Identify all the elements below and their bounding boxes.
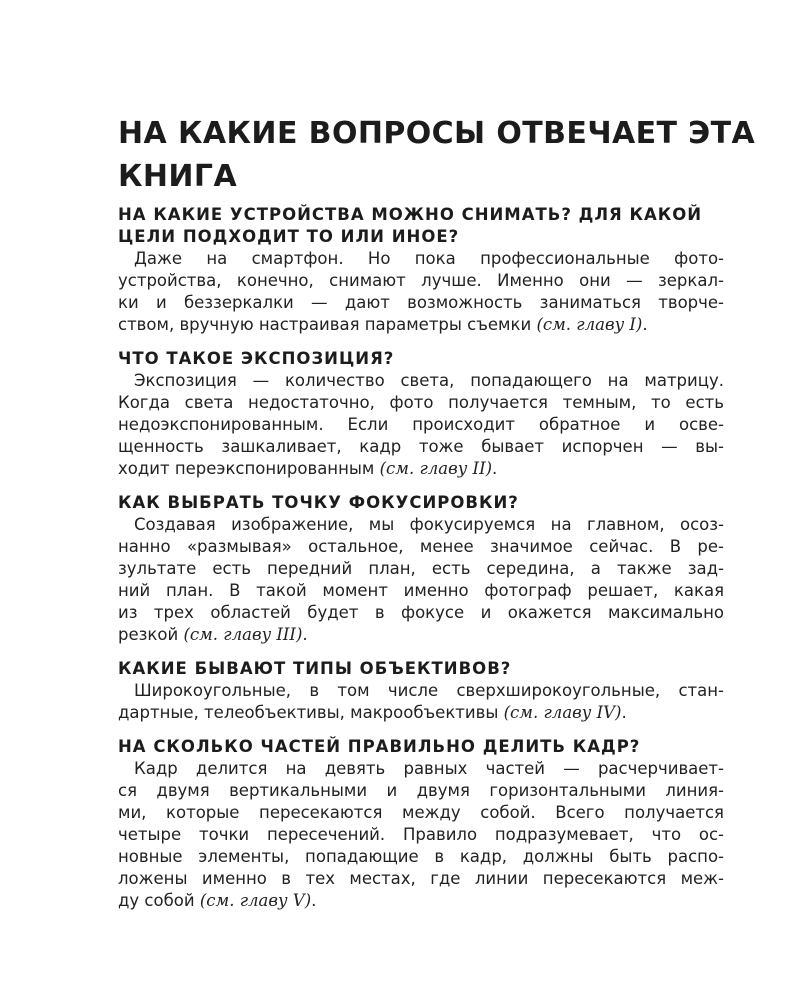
body-line-text: резкой <box>118 625 179 644</box>
body-line: ний план. В такой момент именно фотограф решает, какая <box>118 581 724 600</box>
body-line-text: ду собой <box>118 891 195 910</box>
body-line: четыре точки пересечений. Правило подразумевает, что ос- <box>118 825 724 844</box>
qa-section-lenses <box>118 658 724 724</box>
body-line-last <box>118 624 724 646</box>
sentence-end: . <box>302 625 308 644</box>
body-line: ложены именно в тех местах, где линии пересекаются меж- <box>118 869 724 888</box>
body-line: новные элементы, попадающие в кадр, должны быть распо- <box>118 847 724 866</box>
section-heading <box>118 736 724 758</box>
body-line: Кадр делится на девять равных частей — расчерчивает- <box>134 759 724 778</box>
sentence-end: . <box>492 459 498 478</box>
body-line: Даже на смартфон. Но пока профессиональные фото- <box>134 249 724 268</box>
body-line: Когда света недостаточно, фото получается темным, то есть <box>118 393 724 412</box>
body-line: устройства, конечно, снимают лучше. Именно они — зеркал- <box>118 271 724 290</box>
qa-section-focus <box>118 492 724 646</box>
section-heading-line: ЦЕЛИ ПОДХОДИТ ТО ИЛИ ИНОЕ? <box>118 227 460 246</box>
body-line: ми, которые пересекаются между собой. Всего получается <box>118 803 724 822</box>
body-line: Создавая изображение, мы фокусируемся на главном, осоз- <box>134 515 724 534</box>
body-line-text: дартные, телеобъективы, макрообъективы <box>118 703 499 722</box>
body-line: щенность зашкаливает, кадр тоже бывает испорчен — вы- <box>118 437 724 456</box>
section-heading <box>118 492 724 514</box>
qa-section-composition <box>118 736 724 912</box>
body-line-last <box>118 314 724 336</box>
section-heading-line: КАКИЕ БЫВАЮТ ТИПЫ ОБЪЕКТИВОВ? <box>118 659 512 678</box>
section-heading-line: КАК ВЫБРАТЬ ТОЧКУ ФОКУСИРОВКИ? <box>118 493 519 512</box>
chapter-reference: (см. главу IV) <box>503 703 622 722</box>
body-line: ки и беззеркалки — дают возможность заниматься творче- <box>118 293 724 312</box>
section-body <box>118 758 724 912</box>
body-line: из трех областей будет в фокусе и окажется максимально <box>118 603 724 622</box>
sentence-end: . <box>642 315 648 334</box>
section-body <box>118 248 724 336</box>
section-heading-line: ЧТО ТАКОЕ ЭКСПОЗИЦИЯ? <box>118 349 395 368</box>
body-line: Экспозиция — количество света, попадающего на матрицу. <box>134 371 724 390</box>
body-line-last <box>118 702 724 724</box>
section-heading <box>118 204 724 248</box>
chapter-reference: (см. главу III) <box>183 625 303 644</box>
section-heading <box>118 348 724 370</box>
body-line-text: ством, вручную настраивая параметры съемки <box>118 315 532 334</box>
chapter-reference: (см. главу I) <box>536 315 643 334</box>
section-body <box>118 514 724 646</box>
sentence-end: . <box>311 891 317 910</box>
body-line-last <box>118 458 724 480</box>
sentence-end: . <box>621 703 627 722</box>
section-body <box>118 370 724 480</box>
section-heading-line: НА СКОЛЬКО ЧАСТЕЙ ПРАВИЛЬНО ДЕЛИТЬ КАДР? <box>118 737 641 756</box>
chapter-reference: (см. главу V) <box>199 891 312 910</box>
qa-section-exposure <box>118 348 724 480</box>
body-line: зультате есть передний план, есть середина, а также зад- <box>118 559 724 578</box>
book-page <box>118 112 756 912</box>
body-line: ся двумя вертикальными и двумя горизонтальными линия- <box>118 781 724 800</box>
section-heading <box>118 658 724 680</box>
body-line-text: ходит переэкспонированным <box>118 459 375 478</box>
page-title-line: КНИГА <box>118 159 238 194</box>
section-body <box>118 680 724 724</box>
page-title <box>118 112 756 198</box>
body-line: нанно «размывая» остальное, менее значимое сейчас. В ре- <box>118 537 724 556</box>
section-heading-line: НА КАКИЕ УСТРОЙСТВА МОЖНО СНИМАТЬ? ДЛЯ КАКОЙ <box>118 205 703 224</box>
qa-section-devices <box>118 204 724 336</box>
body-line-last <box>118 890 724 912</box>
chapter-reference: (см. главу II) <box>379 459 493 478</box>
page-title-line: НА КАКИЕ ВОПРОСЫ ОТВЕЧАЕТ ЭТА <box>118 116 756 151</box>
body-line: недоэкспонированным. Если происходит обратное и осве- <box>118 415 724 434</box>
body-line: Широкоугольные, в том числе сверхширокоугольные, стан- <box>134 681 724 700</box>
